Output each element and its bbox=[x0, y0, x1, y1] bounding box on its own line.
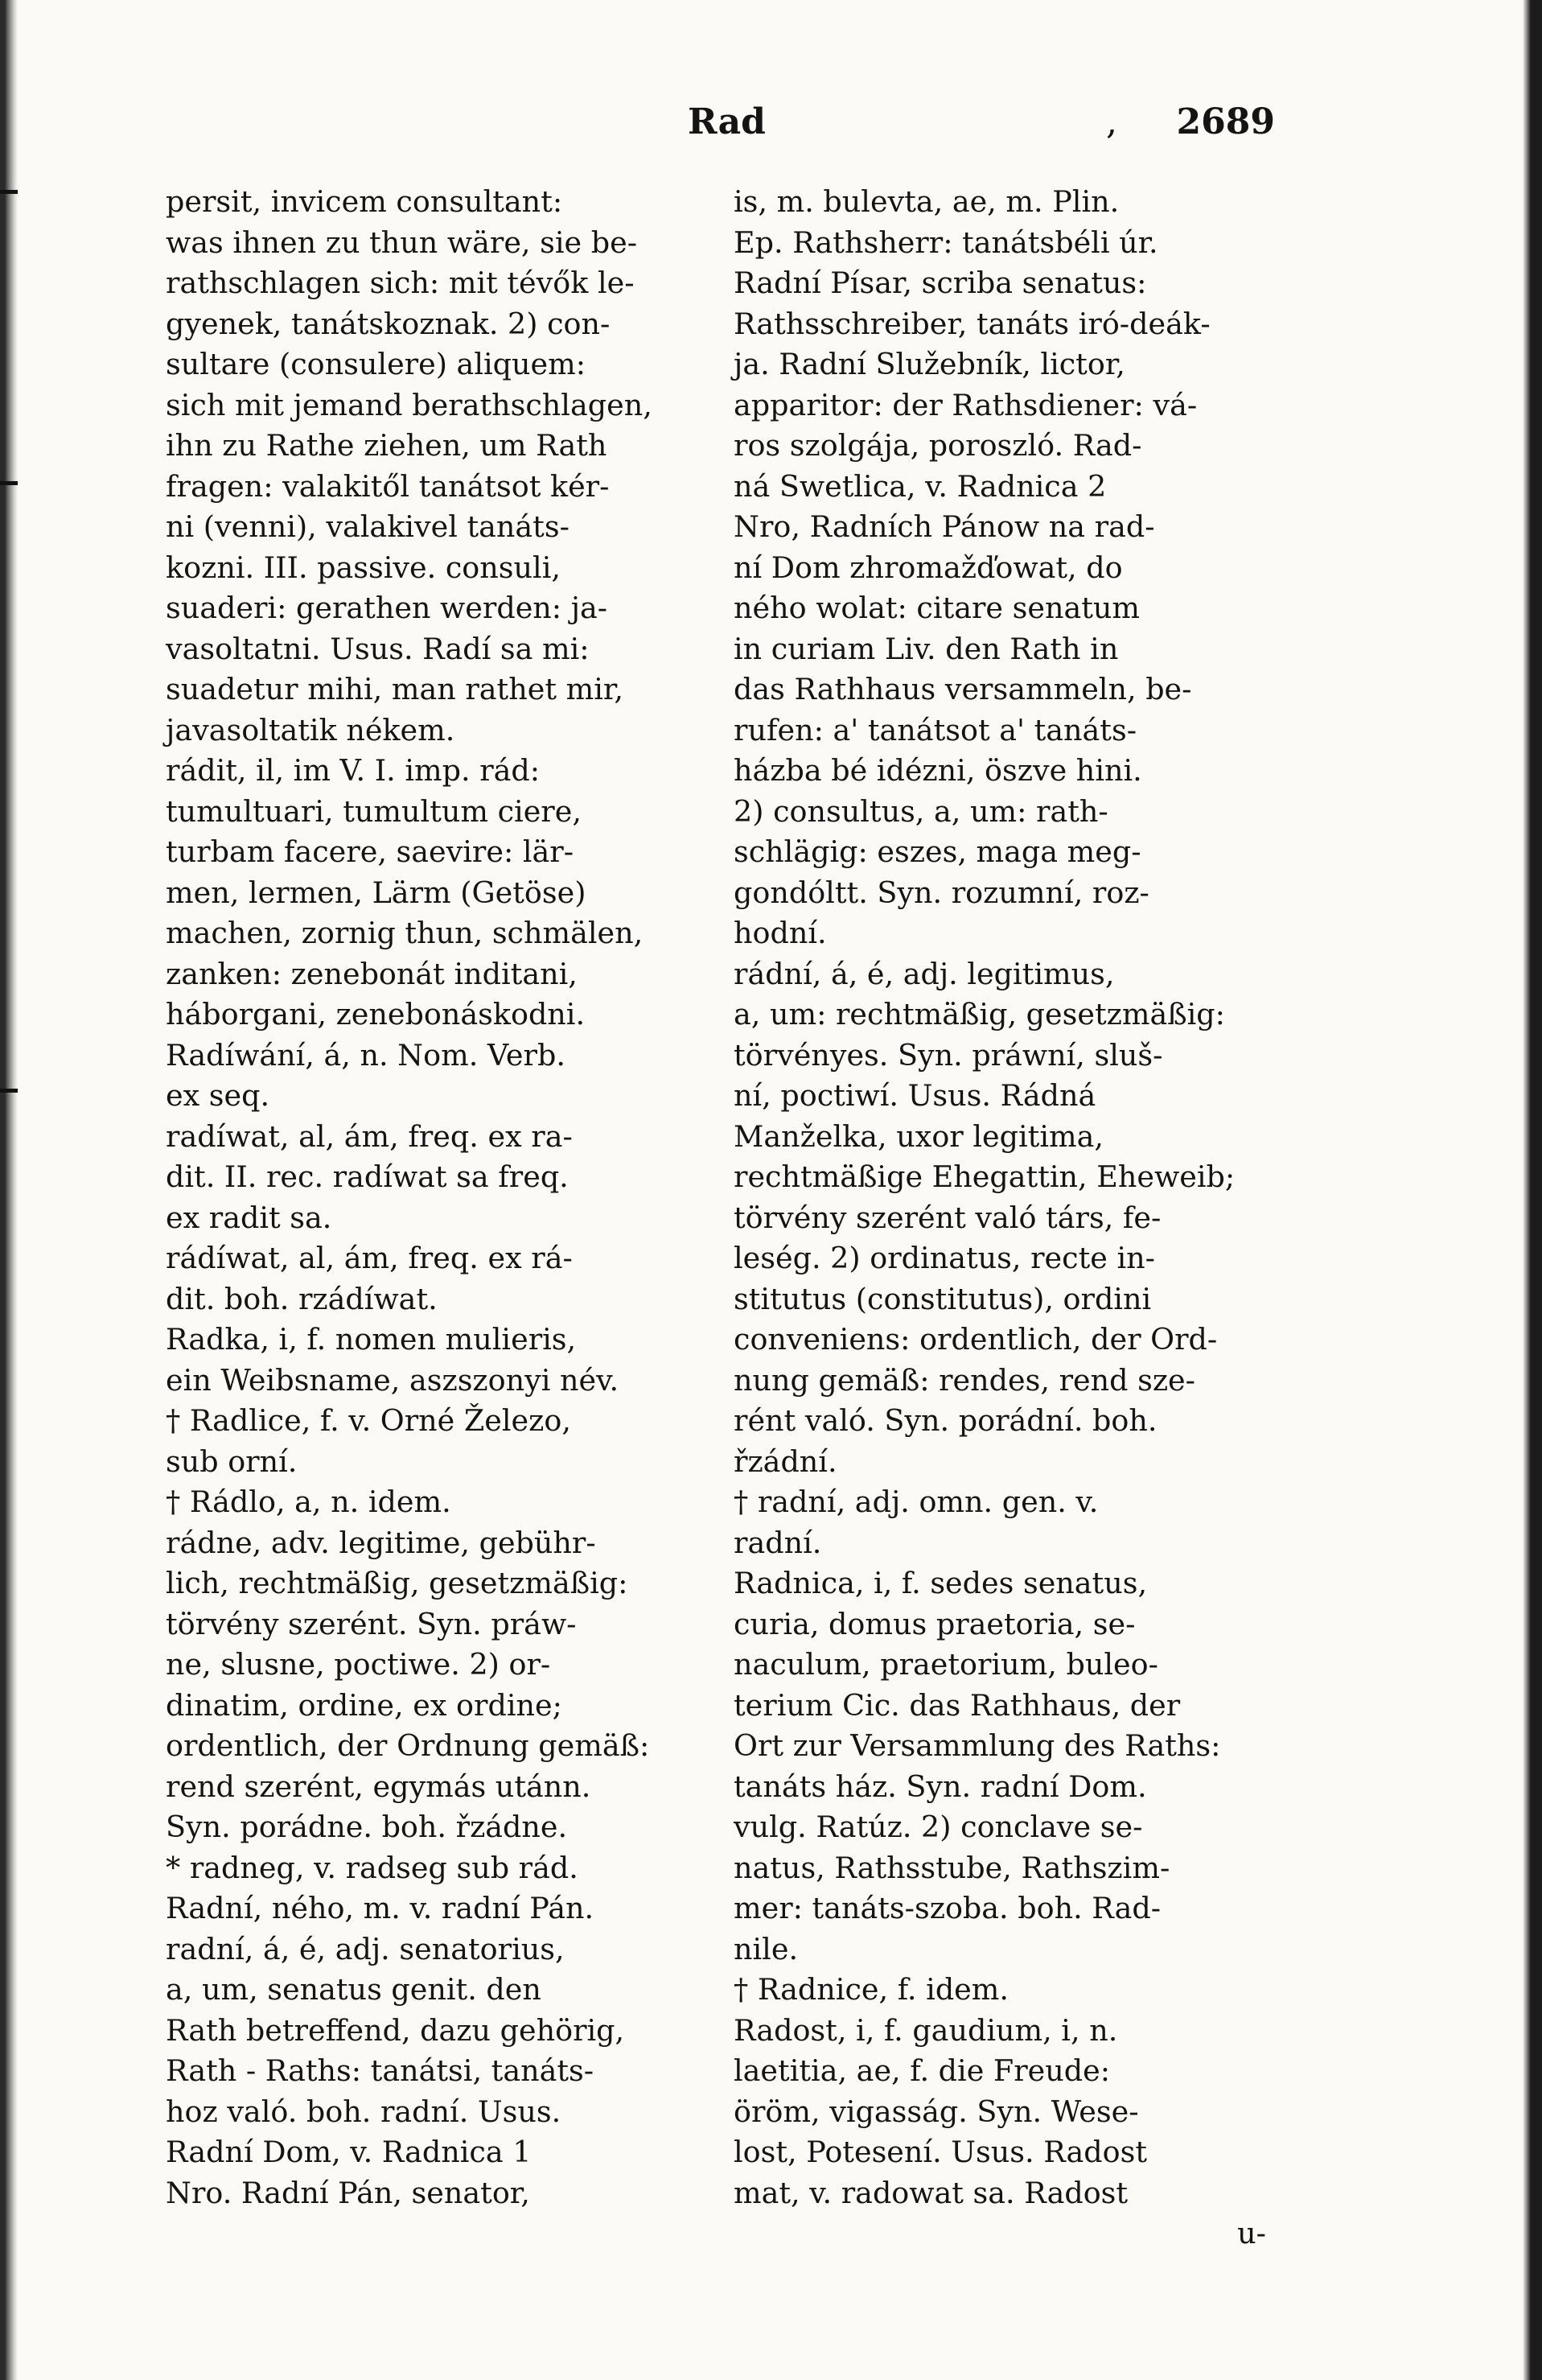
dictionary-line: in curiam Liv. den Rath in bbox=[734, 631, 1119, 666]
dictionary-line: háborgani, zenebonáskodni. bbox=[166, 997, 586, 1031]
dictionary-line: radní. bbox=[734, 1525, 822, 1560]
dictionary-line: Nro, Radních Pánow na rad- bbox=[734, 509, 1155, 544]
dictionary-line: dit. boh. rzádíwat. bbox=[166, 1281, 438, 1316]
dictionary-line: Nro. Radní Pán, senator, bbox=[166, 2175, 530, 2210]
margin-mark bbox=[0, 1089, 18, 1093]
dictionary-line: 2) consultus, a, um: rath- bbox=[734, 793, 1108, 829]
dictionary-line: rént való. Syn. porádní. boh. bbox=[734, 1403, 1158, 1438]
dictionary-line: Radka, i, f. nomen mulieris, bbox=[166, 1322, 577, 1357]
dictionary-line: natus, Rathsstube, Rathszim- bbox=[734, 1850, 1170, 1885]
dictionary-line: vasoltatni. Usus. Radí sa mi: bbox=[166, 631, 590, 666]
dictionary-line: gondóltt. Syn. rozumní, roz- bbox=[734, 875, 1149, 910]
dictionary-line: nile. bbox=[734, 1931, 799, 1966]
running-header bbox=[688, 101, 1275, 158]
margin-mark bbox=[0, 481, 18, 485]
dictionary-line: ni (venni), valakivel tanáts- bbox=[166, 509, 570, 544]
dictionary-line: ex seq. bbox=[166, 1078, 270, 1113]
dictionary-line: men, lermen, Lärm (Getöse) bbox=[166, 875, 586, 910]
dictionary-line: vulg. Ratúz. 2) conclave se- bbox=[734, 1810, 1143, 1844]
dictionary-line: házba bé idézni, öszve hini. bbox=[734, 753, 1142, 788]
dictionary-line: ihn zu Rathe ziehen, um Rath bbox=[166, 428, 607, 463]
dictionary-line: rufen: a' tanátsot a' tanáts- bbox=[734, 712, 1137, 747]
dictionary-line: ros szolgája, poroszló. Rad- bbox=[734, 428, 1142, 463]
dictionary-line: rend szerént, egymás utánn. bbox=[166, 1769, 591, 1804]
dictionary-line: Rathsschreiber, tanáts iró-deák- bbox=[734, 306, 1211, 341]
dictionary-line: hoz való. boh. radní. Usus. bbox=[166, 2094, 561, 2129]
right-column bbox=[734, 182, 1313, 2254]
dictionary-line: tanáts ház. Syn. radní Dom. bbox=[734, 1769, 1147, 1804]
dictionary-line: törvény szerént való társ, fe- bbox=[734, 1200, 1162, 1235]
page-binding-edge bbox=[0, 0, 18, 2380]
dictionary-line: was ihnen zu thun wäre, sie be- bbox=[166, 224, 638, 260]
dictionary-line: Radní Písar, scriba senatus: bbox=[734, 266, 1147, 300]
dictionary-line: sub orní. bbox=[166, 1443, 298, 1479]
dictionary-line: ordentlich, der Ordnung gemäß: bbox=[166, 1728, 650, 1763]
dictionary-line: gyenek, tanátskoznak. 2) con- bbox=[166, 306, 611, 341]
dictionary-line: Radnica, i, f. sedes senatus, bbox=[734, 1566, 1148, 1600]
dictionary-line: laetitia, ae, f. die Freude: bbox=[734, 2053, 1111, 2088]
catchword: u- bbox=[1237, 2216, 1266, 2250]
left-column bbox=[166, 182, 721, 2213]
dictionary-line: schlägig: eszes, maga meg- bbox=[734, 834, 1141, 869]
dictionary-line: Syn. porádne. boh. řzádne. bbox=[166, 1810, 568, 1844]
dictionary-line: sich mit jemand berathschlagen, bbox=[166, 387, 652, 422]
dictionary-line: mat, v. radowat sa. Radost bbox=[734, 2175, 1129, 2210]
dictionary-line: törvényes. Syn. práwní, sluš- bbox=[734, 1037, 1163, 1073]
dictionary-line: řzádní. bbox=[734, 1443, 837, 1479]
dictionary-line: javasoltatik nékem. bbox=[166, 712, 455, 747]
dictionary-line: † Radnice, f. idem. bbox=[734, 1972, 1009, 2007]
dictionary-line: † Radlice, f. v. Orné Železo, bbox=[166, 1403, 571, 1438]
dictionary-line: radní, á, é, adj. senatorius, bbox=[166, 1931, 565, 1966]
dictionary-line: suaderi: gerathen werden: ja- bbox=[166, 591, 608, 625]
dictionary-line: mer: tanáts-szoba. boh. Rad- bbox=[734, 1891, 1162, 1925]
dictionary-line: zanken: zenebonát inditani, bbox=[166, 956, 578, 991]
dictionary-line: ne, slusne, poctiwe. 2) or- bbox=[166, 1647, 551, 1682]
dictionary-line: sultare (consulere) aliquem: bbox=[166, 347, 586, 381]
dictionary-line: ein Weibsname, aszszonyi név. bbox=[166, 1362, 619, 1398]
dictionary-line: dit. II. rec. radíwat sa freq. bbox=[166, 1159, 569, 1194]
dictionary-line: persit, invicem consultant: bbox=[166, 184, 563, 219]
dictionary-line: fragen: valakitől tanátsot kér- bbox=[166, 468, 610, 504]
header-separator: , bbox=[1106, 101, 1117, 142]
dictionary-line: * radneg, v. radseg sub rád. bbox=[166, 1850, 578, 1885]
dictionary-line: kozni. III. passive. consuli, bbox=[166, 550, 561, 585]
dictionary-line: naculum, praetorium, buleo- bbox=[734, 1647, 1158, 1682]
dictionary-line: nung gemäß: rendes, rend sze- bbox=[734, 1362, 1195, 1398]
dictionary-line: rádní, á, é, adj. legitimus, bbox=[734, 956, 1115, 991]
dictionary-line: turbam facere, saevire: lär- bbox=[166, 834, 574, 869]
dictionary-line: radíwat, al, ám, freq. ex ra- bbox=[166, 1118, 573, 1154]
dictionary-line: Ort zur Versammlung des Raths: bbox=[734, 1728, 1221, 1763]
dictionary-line: ného wolat: citare senatum bbox=[734, 591, 1140, 625]
dictionary-line: Rath betreffend, dazu gehörig, bbox=[166, 2012, 625, 2048]
dictionary-line: ná Swetlica, v. Radnica 2 bbox=[734, 468, 1107, 504]
page-outer-edge bbox=[1523, 0, 1542, 2380]
page-number: 2689 bbox=[1176, 101, 1275, 142]
dictionary-line: Radost, i, f. gaudium, i, n. bbox=[734, 2012, 1118, 2048]
dictionary-line: rathschlagen sich: mit tévők le- bbox=[166, 266, 635, 300]
dictionary-line: ní Dom zhromažďowat, do bbox=[734, 550, 1123, 585]
dictionary-line: rádne, adv. legitime, gebühr- bbox=[166, 1525, 596, 1560]
margin-mark bbox=[0, 190, 18, 194]
dictionary-line: Rath - Raths: tanátsi, tanáts- bbox=[166, 2053, 594, 2088]
dictionary-line: leség. 2) ordinatus, recte in- bbox=[734, 1241, 1155, 1275]
dictionary-line: lost, Potesení. Usus. Radost bbox=[734, 2135, 1148, 2169]
dictionary-line: das Rathhaus versammeln, be- bbox=[734, 672, 1192, 706]
dictionary-line: hodní. bbox=[734, 916, 827, 950]
dictionary-line: dinatim, ordine, ex ordine; bbox=[166, 1687, 562, 1723]
dictionary-line: Ep. Rathsherr: tanátsbéli úr. bbox=[734, 224, 1158, 260]
dictionary-line: rádit, il, im V. I. imp. rád: bbox=[166, 753, 541, 788]
dictionary-line: a, um, senatus genit. den bbox=[166, 1972, 541, 2007]
dictionary-line: apparitor: der Rathsdiener: vá- bbox=[734, 387, 1198, 422]
dictionary-line: conveniens: ordentlich, der Ord- bbox=[734, 1322, 1218, 1357]
dictionary-line: ní, poctiwí. Usus. Rádná bbox=[734, 1078, 1096, 1113]
dictionary-line: stitutus (constitutus), ordini bbox=[734, 1281, 1152, 1316]
dictionary-line: Radní Dom, v. Radnica 1 bbox=[166, 2135, 532, 2169]
dictionary-line: † Rádlo, a, n. idem. bbox=[166, 1484, 451, 1519]
dictionary-line: Radíwání, á, n. Nom. Verb. bbox=[166, 1037, 565, 1073]
dictionary-line: † radní, adj. omn. gen. v. bbox=[734, 1484, 1099, 1519]
dictionary-line: is, m. bulevta, ae, m. Plin. bbox=[734, 184, 1120, 219]
dictionary-line: a, um: rechtmäßig, gesetzmäßig: bbox=[734, 997, 1225, 1031]
dictionary-line: terium Cic. das Rathhaus, der bbox=[734, 1687, 1181, 1723]
dictionary-line: curia, domus praetoria, se- bbox=[734, 1606, 1136, 1641]
dictionary-line: öröm, vigasság. Syn. Wese- bbox=[734, 2094, 1139, 2129]
dictionary-line: suadetur mihi, man rathet mir, bbox=[166, 672, 623, 706]
running-headword: Rad bbox=[688, 101, 766, 142]
dictionary-line: ja. Radní Služebník, lictor, bbox=[734, 347, 1125, 381]
dictionary-line: Manželka, uxor legitima, bbox=[734, 1118, 1104, 1154]
dictionary-line: rechtmäßige Ehegattin, Eheweib; bbox=[734, 1159, 1236, 1194]
dictionary-line: lich, rechtmäßig, gesetzmäßig: bbox=[166, 1566, 628, 1600]
dictionary-line: rádíwat, al, ám, freq. ex rá- bbox=[166, 1241, 573, 1275]
dictionary-line: machen, zornig thun, schmälen, bbox=[166, 916, 644, 950]
dictionary-line: tumultuari, tumultum ciere, bbox=[166, 793, 582, 829]
dictionary-line: törvény szerént. Syn. práw- bbox=[166, 1606, 577, 1641]
dictionary-line: Radní, ného, m. v. radní Pán. bbox=[166, 1891, 594, 1925]
dictionary-line: ex radit sa. bbox=[166, 1200, 332, 1235]
